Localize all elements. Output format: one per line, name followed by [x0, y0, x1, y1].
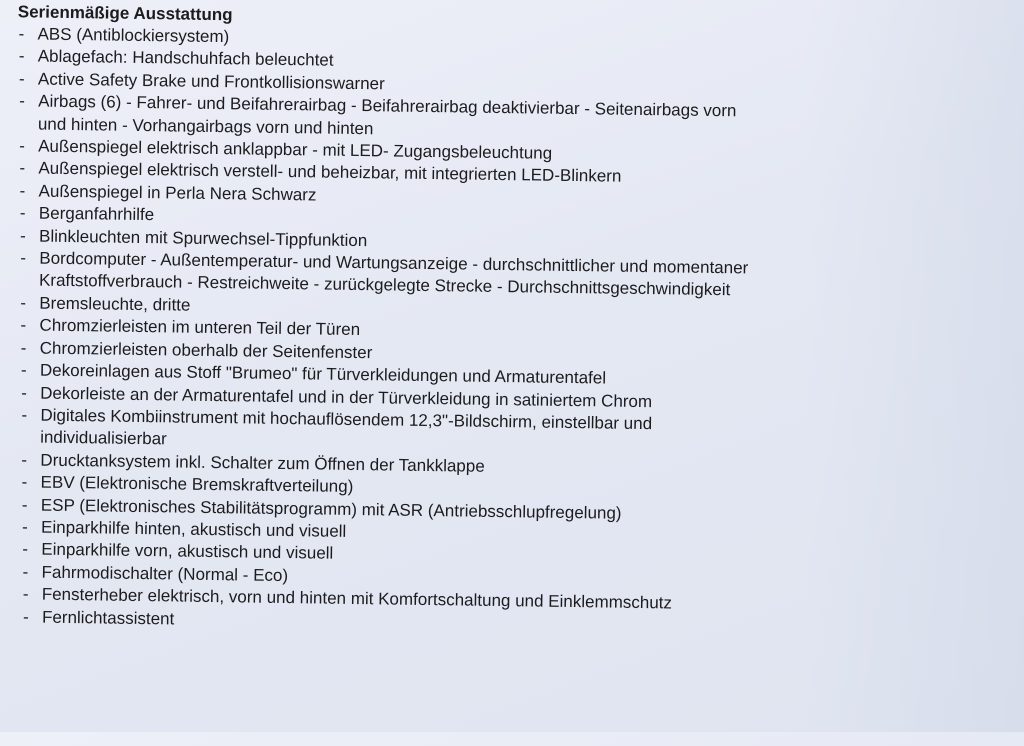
list-bullet: - — [21, 472, 28, 492]
list-bullet: - — [19, 158, 26, 178]
list-bullet: - — [18, 69, 25, 89]
list-bullet: - — [22, 562, 29, 582]
list-item-text: Drucktanksystem inkl. Schalter zum Öffnen der Tankklappe — [40, 450, 485, 476]
list-item-text: Außenspiegel elektrisch verstell- und beheizbar, mit integrierten LED-Blinkern — [38, 158, 622, 187]
list-item-text: ESP (Elektronisches Stabilitätsprogramm) mit ASR (Antriebsschlupfregelung) — [40, 495, 622, 523]
list-bullet: - — [19, 136, 25, 156]
list-item-text: Bordcomputer - Außentemperatur- und Wartungsanzeige - durchschnittlicher und momentaner Kraftstoffverbrauch - Restreichweite - zurückgelegte Strecke - Durchschnittsgeschwindigkeit — [38, 248, 749, 300]
list-item-text: Dekoreinlagen aus Stoff "Brumeo" für Türverkleidungen und Armaturentafel — [39, 360, 607, 388]
list-item-text: Fernlichtassistent — [41, 607, 175, 629]
list-bullet: - — [19, 203, 26, 223]
list-bullet: - — [22, 539, 29, 559]
list-bullet: - — [21, 405, 28, 425]
list-bullet: - — [20, 338, 27, 358]
list-item-text: Chromzierleisten oberhalb der Seitenfenster — [39, 338, 373, 362]
list-item-text: Ablagefach: Handschuhfach beleuchtet — [37, 46, 334, 71]
list-item-text: Einparkhilfe hinten, akustisch und visuell — [40, 517, 347, 541]
list-bullet: - — [19, 225, 26, 246]
list-item-text: EBV (Elektronische Bremskraftverteilung) — [40, 472, 354, 497]
list-bullet: - — [20, 248, 27, 268]
list-item-text: Fahrmodischalter (Normal - Eco) — [41, 562, 289, 585]
list-item-text: Airbags (6) - Fahrer- und Beifahrerairbag - Beifahrerairbag deaktivierbar - Seitenairbags vorn und hinten - Vorhangairbags vorn und hinten — [37, 91, 737, 138]
list-item-text: ABS (Antiblockiersystem) — [37, 24, 230, 47]
list-item-text: Fensterheber elektrisch, vorn und hinten mit Komfortschaltung und Einklemmschutz — [41, 584, 673, 613]
document-title: Serienmäßige Ausstattung — [17, 2, 233, 25]
list-item-text: Außenspiegel in Perla Nera Schwarz — [38, 181, 317, 205]
list-item-text: Dekorleiste an der Armaturentafel und in der Türverkleidung in satiniertem Chrom — [40, 383, 653, 411]
list-bullet: - — [21, 494, 28, 514]
list-item-text: Berganfahrhilfe — [38, 203, 155, 225]
list-bullet: - — [20, 293, 27, 313]
list-item-text: Bremsleuchte, dritte — [39, 293, 191, 315]
list-bullet: - — [20, 360, 27, 380]
list-item-text: Blinkleuchten mit Spurwechsel-Tippfunktion — [38, 226, 368, 250]
list-bullet: - — [18, 46, 25, 66]
list-bullet: - — [19, 91, 26, 111]
list-bullet: - — [22, 584, 29, 604]
list-bullet: - — [18, 24, 25, 44]
equipment-list — [9, 23, 999, 642]
list-item-text: Active Safety Brake und Frontkollisionswarner — [37, 69, 385, 94]
list-bullet: - — [21, 450, 28, 470]
list-bullet: - — [20, 315, 27, 335]
list-item-text: Digitales Kombiinstrument mit hochauflösendem 12,3"-Bildschirm, einstellbar und individualisierbar — [40, 405, 653, 449]
list-item-text: Chromzierleisten im unteren Teil der Türen — [39, 315, 361, 340]
list-bullet: - — [22, 606, 29, 627]
list-item-text: Außenspiegel elektrisch anklappbar - mit LED- Zugangsbeleuchtung — [38, 136, 553, 163]
list-bullet: - — [21, 382, 28, 402]
list-bullet: - — [21, 517, 28, 537]
list-bullet: - — [19, 181, 26, 201]
list-item-text: Einparkhilfe vorn, akustisch und visuell — [41, 539, 334, 564]
